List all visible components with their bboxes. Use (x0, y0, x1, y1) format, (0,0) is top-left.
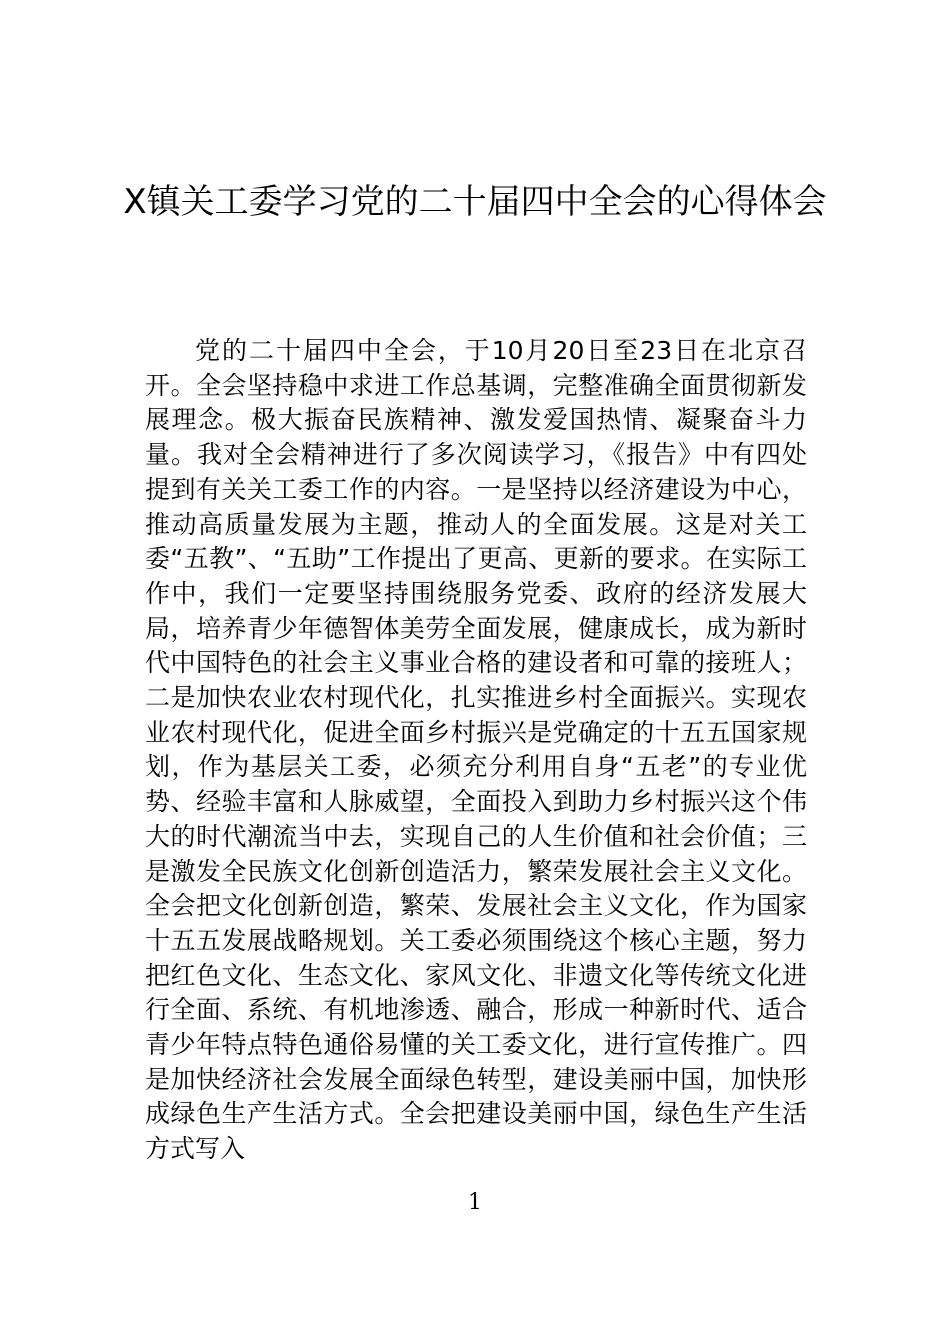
body-paragraph: 党的二十届四中全会，于10月20日至23日在北京召开。全会坚持稳中求进工作总基调，完整准确全面贯彻新发展理念。极大振奋民族精神、激发爱国热情、凝聚奋斗力量。我对全会精神进行了多次阅读学习，《报告》中有四处提到有关关工委工作的内容。一是坚持以经济建设为中心，推动高质量发展为主题，推动人的全面发展。这是对关工委“五教”、“五助”工作提出了更高、更新的要求。在实际工作中，我们一定要坚持围绕服务党委、政府的经济发展大局，培养青少年德智体美劳全面发展，健康成长，成为新时代中国特色的社会主义事业合格的建设者和可靠的接班人；二是加快农业农村现代化，扎实推进乡村全面振兴。实现农业农村现代化，促进全面乡村振兴是党确定的十五五国家规划，作为基层关工委，必须充分利用自身“五老”的专业优势、经验丰富和人脉威望，全面投入到助力乡村振兴这个伟大的时代潮流当中去，实现自己的人生价值和社会价值；三是激发全民族文化创新创造活力，繁荣发展社会主义文化。全会把文化创新创造，繁荣、发展社会主义文化，作为国家十五五发展战略规划。关工委必须围绕这个核心主题，努力把红色文化、生态文化、家风文化、非遗文化等传统文化进行全面、系统、有机地渗透、融合，形成一种新时代、适合青少年特点特色通俗易懂的关工委文化，进行宣传推广。四是加快经济社会发展全面绿色转型，建设美丽中国，加快形成绿色生产生活方式。全会把建设美丽中国，绿色生产生活方式写入 (145, 336, 807, 1164)
document-title: X镇关工委学习党的二十届四中全会的心得体会 (123, 182, 827, 222)
page-number: 1 (468, 1190, 482, 1215)
